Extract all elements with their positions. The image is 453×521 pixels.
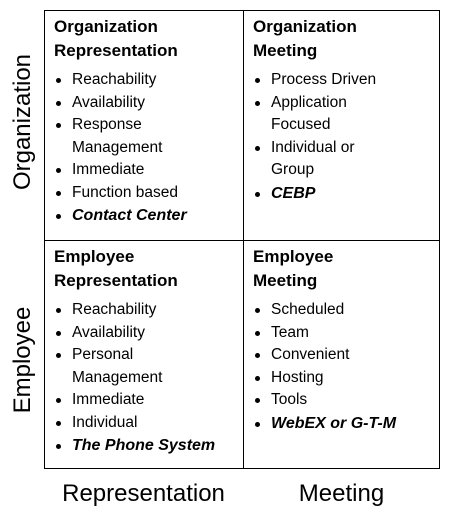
bullet-item [253, 412, 434, 436]
cell-title-line: Representation [54, 271, 178, 290]
bullet-item-line: Personal [72, 346, 134, 363]
bullet-item-line: Contact Center [72, 207, 187, 224]
bullet-item-line: WebEX or G-T-M [271, 414, 397, 432]
bullet-item-line: Immediate [72, 161, 145, 178]
bullet-list [54, 69, 237, 228]
bullet-item-line: Tools [271, 391, 308, 408]
bullet-item [253, 137, 434, 182]
bullet-item-line: Hosting [271, 368, 324, 386]
cell-title-line: Meeting [253, 271, 318, 290]
bullet-item-line: CEBP [271, 184, 316, 202]
bullet-item-line: Process Driven [271, 71, 377, 88]
bullet-item [54, 69, 237, 92]
cell-title-line: Representation [54, 41, 178, 60]
bullet-item [253, 92, 434, 137]
cell-title [54, 245, 237, 293]
cell-organization-representation [45, 11, 243, 240]
bullet-item [253, 344, 434, 367]
bullet-item [54, 434, 237, 458]
bullet-item-line: Team [271, 323, 309, 341]
row-label-organization: Organization [9, 53, 36, 191]
bullet-item [54, 344, 237, 389]
cell-title [253, 245, 434, 293]
bullet-item-line: Application [271, 93, 347, 111]
bullet-item-line: The Phone System [72, 437, 216, 454]
bullet-item-line: Reachability [72, 71, 157, 88]
bullet-item [253, 322, 434, 345]
bullet-item-line: Response [72, 116, 142, 133]
bullet-item [253, 299, 434, 322]
bullet-item-line: Management [72, 138, 163, 156]
cell-organization-meeting [244, 11, 440, 240]
bullet-item-line: Group [271, 161, 315, 178]
cell-title-line: Employee [54, 247, 135, 266]
bullet-item [253, 69, 434, 92]
cell-title-line: Organization [54, 17, 158, 36]
bullet-item [54, 389, 237, 412]
bullet-item-line: Convenient [271, 346, 350, 363]
bullet-item-line: Reachability [72, 301, 157, 318]
bullet-item [253, 367, 434, 390]
bullet-item-line: Scheduled [271, 301, 345, 318]
column-label-meeting: Meeting [298, 480, 385, 507]
quadrant-grid [44, 10, 440, 469]
bullet-item-line: Individual or [271, 138, 355, 156]
bullet-item-line: Availability [72, 323, 145, 341]
row-label-employee: Employee [9, 306, 36, 414]
cell-title-line: Employee [253, 247, 334, 266]
bullet-item [54, 299, 237, 322]
cell-title-line: Meeting [253, 41, 318, 60]
bullet-item-line: Immediate [72, 391, 145, 408]
cell-title [54, 15, 237, 63]
bullet-item [54, 204, 237, 228]
bullet-item-line: Management [72, 368, 163, 386]
bullet-item [54, 159, 237, 182]
cell-title-line: Organization [253, 17, 357, 36]
bullet-item [253, 389, 434, 412]
bullet-list [54, 299, 237, 458]
cell-title [253, 15, 434, 63]
bullet-item [253, 182, 434, 206]
bullet-item [54, 412, 237, 435]
bullet-item [54, 114, 237, 159]
column-label-representation: Representation [62, 480, 225, 507]
bullet-item [54, 322, 237, 345]
bullet-item-line: Focused [271, 116, 331, 133]
cell-employee-representation [45, 241, 243, 469]
bullet-item-line: Individual [72, 413, 138, 431]
bullet-list [253, 69, 434, 206]
bullet-item [54, 182, 237, 205]
bullet-item-line: Function based [72, 183, 178, 201]
bullet-item [54, 92, 237, 115]
bullet-list [253, 299, 434, 436]
bullet-item-line: Availability [72, 93, 145, 111]
cell-employee-meeting [244, 241, 440, 469]
